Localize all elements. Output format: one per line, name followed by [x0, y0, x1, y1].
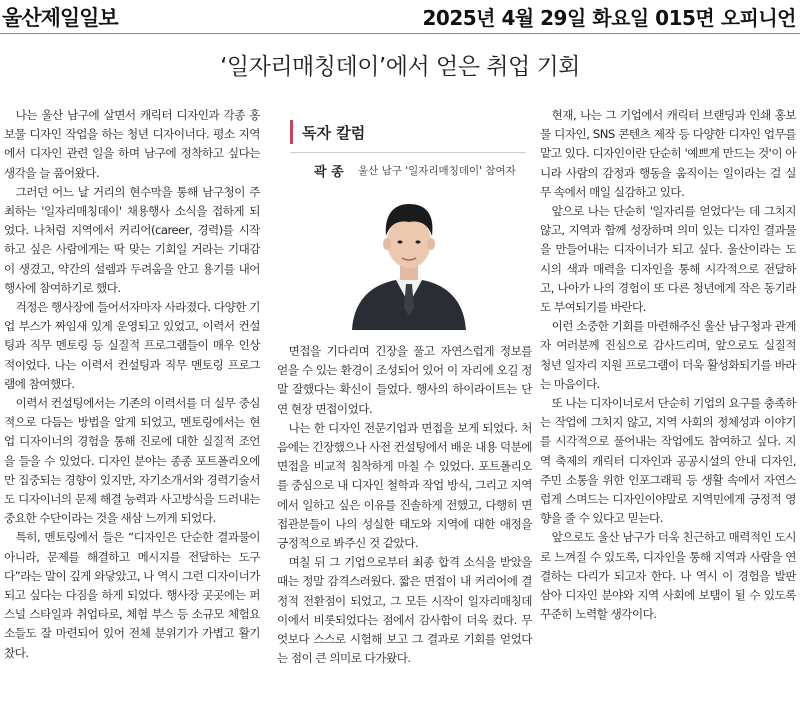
- column-label: 독자 칼럼: [302, 124, 366, 142]
- paragraph: 이력서 컨설팅에서는 기존의 이력서를 더 실무 중심적으로 다듬는 방법을 알게 되었고, 멘토링에서는 현업 디자이너의 경험을 통해 진로에 대한 실질적 조언을 들을 수 있었다. 디자인 분야는 종종 포트폴리오에만 집중되는 경향이 있지만, 자기소개서와 경력기술서도 디자이너의 문제 해결 능력과 사고방식을 드러내는 중요한 수단이라는 것을 새삼 느끼게 되었다.: [4, 396, 260, 526]
- paragraph: 특히, 멘토링에서 들은 “디자인은 단순한 결과물이 아니라, 문제를 해결하고 메시지를 전달하는 도구다”라는 말이 깊게 와닿았고, 나 역시 그런 디자이너가 되고 싶다는 다짐을 하게 되었다. 행사장 곳곳에는 퍼스널 스타일과 취업타로, 체험 부스 등 소규모 체험요소들도 잘 마련되어 있어 전체 분위기가 가볍고 활기찼다.: [4, 530, 260, 660]
- paragraph: 나는 한 디자인 전문기업과 면접을 보게 되었다. 처음에는 긴장했으나 사전 컨설팅에서 배운 내용 덕분에 면접을 비교적 침착하게 마칠 수 있었다. 포트폴리오를 중심으로 내 디자인 철학과 작업 방식, 그리고 지역에서 일하고 싶은 이유를 진솔하게 전했고, 다행히 면접관분들이 나의 성실한 태도와 지역에 대한 애정을 긍정적으로 봐주신 것 같았다.: [277, 420, 532, 551]
- header-divider: [0, 33, 800, 34]
- paragraph: 면접을 기다리며 긴장을 풀고 자연스럽게 정보를 얻을 수 있는 환경이 조성되어 있어 이 자리에 오길 정말 잘했다는 확신이 들었다. 행사의 하이라이트는 단연 현장 면접이었다.: [277, 344, 532, 416]
- article-column-1: [4, 106, 260, 663]
- box-divider: [290, 152, 526, 153]
- paragraph: 나는 울산 남구에 살면서 캐릭터 디자인과 각종 홍보물 디자인 작업을 하는 청년 디자이너다. 평소 지역에서 디자인 관련 일을 하며 남구에 정착하고 싶다는 생각을 늘 품어왔다.: [4, 108, 260, 180]
- paragraph: 며칠 뒤 그 기업으로부터 최종 합격 소식을 받았을 때는 정말 감격스러웠다. 짧은 면접이 내 커리어에 결정적 전환점이 되었고, 그 모든 시작이 일자리매칭데이에서 비롯되었다는 점에서 감사함이 더욱 컸다. 무엇보다 스스로 시험해 보고 그 결과로 기회를 얻었다는 점이 큰 의미로 다가왔다.: [277, 555, 532, 666]
- article-column-3: [540, 106, 796, 624]
- author-affiliation: 울산 남구 '일자리매칭데이' 참여자: [358, 165, 516, 177]
- author-portrait: [344, 180, 474, 330]
- edition-info: 2025년 4월 29일 화요일 015면 오피니언: [422, 6, 796, 30]
- column-box: [280, 108, 530, 330]
- paragraph: 이런 소중한 기회를 마련해주신 울산 남구청과 관계자 여러분께 진심으로 감사드리며, 앞으로도 실질적 청년 일자리 지원 프로그램이 더욱 활성화되기를 바라는 마음이다.: [540, 319, 796, 391]
- paragraph: 그러던 어느 날 거리의 현수막을 통해 남구청이 주최하는 '일자리매칭데이' 채용행사 소식을 접하게 되었다. 나처럼 지역에서 커리어(career, 경력)를 시작하고 싶은 사람에게는 딱 맞는 기회일 거라는 기대감이 생겼고, 약간의 설렘과 두려움을 안고 용기를 내어 행사에 참여하기로 했다.: [4, 184, 260, 295]
- paragraph: 현재, 나는 그 기업에서 캐릭터 브랜딩과 인쇄 홍보물 디자인, SNS 콘텐츠 제작 등 다양한 디자인 업무를 맡고 있다. 디자인이란 단순히 '예쁘게 만드는 것'이 아니라 사람의 감정과 행동을 움직이는 일이라는 걸 실무 속에서 매일 실감하고 있다.: [540, 108, 796, 199]
- article-headline: ‘일자리매칭데이’에서 얻은 취업 기회: [220, 54, 580, 80]
- accent-bar: [290, 120, 293, 144]
- article-column-2: [277, 342, 532, 668]
- author-name: 곽 종: [314, 165, 344, 180]
- publication-name: 울산제일일보: [2, 6, 118, 30]
- paragraph: 또 나는 디자이너로서 단순히 기업의 요구를 충족하는 작업에 그치지 않고, 지역 사회의 정체성과 이야기를 시각적으로 풀어내는 작업에도 참여하고 싶다. 지역 축제의 캐릭터 디자인과 공공시설의 안내 디자인, 주민 소통을 위한 인포그래픽 등 생활 속에서 자연스럽게 스며드는 디자인이야말로 지역민에게 긍정적 영향을 줄 수 있다고 믿는다.: [540, 396, 796, 526]
- paragraph: 걱정은 행사장에 들어서자마자 사라졌다. 다양한 기업 부스가 짜임새 있게 운영되고 있었고, 이력서 컨설팅과 직무 멘토링 등 실질적 프로그램들이 매우 인상적이었다. 나는 이력서 컨설팅과 직무 멘토링 프로그램에 참여했다.: [4, 300, 260, 391]
- paragraph: 앞으로 나는 단순히 '일자리를 얻었다'는 데 그치지 않고, 지역과 함께 성장하며 의미 있는 디자인 결과물을 만들어내는 디자이너가 되고 싶다. 울산이라는 도시의 색과 매력을 디자인을 통해 시각적으로 전달하고, 나아가 나의 경험이 또 다른 청년에게 작은 동기라도 부여되기를 바란다.: [540, 204, 796, 315]
- paragraph: 앞으로도 울산 남구가 더욱 친근하고 매력적인 도시로 느껴질 수 있도록, 디자인을 통해 지역과 사람을 연결하는 다리가 되고자 한다. 나 역시 이 경험을 발판 삼아 디자인 분야와 지역 사회에 보탬이 될 수 있도록 꾸준히 노력할 생각이다.: [540, 530, 796, 622]
